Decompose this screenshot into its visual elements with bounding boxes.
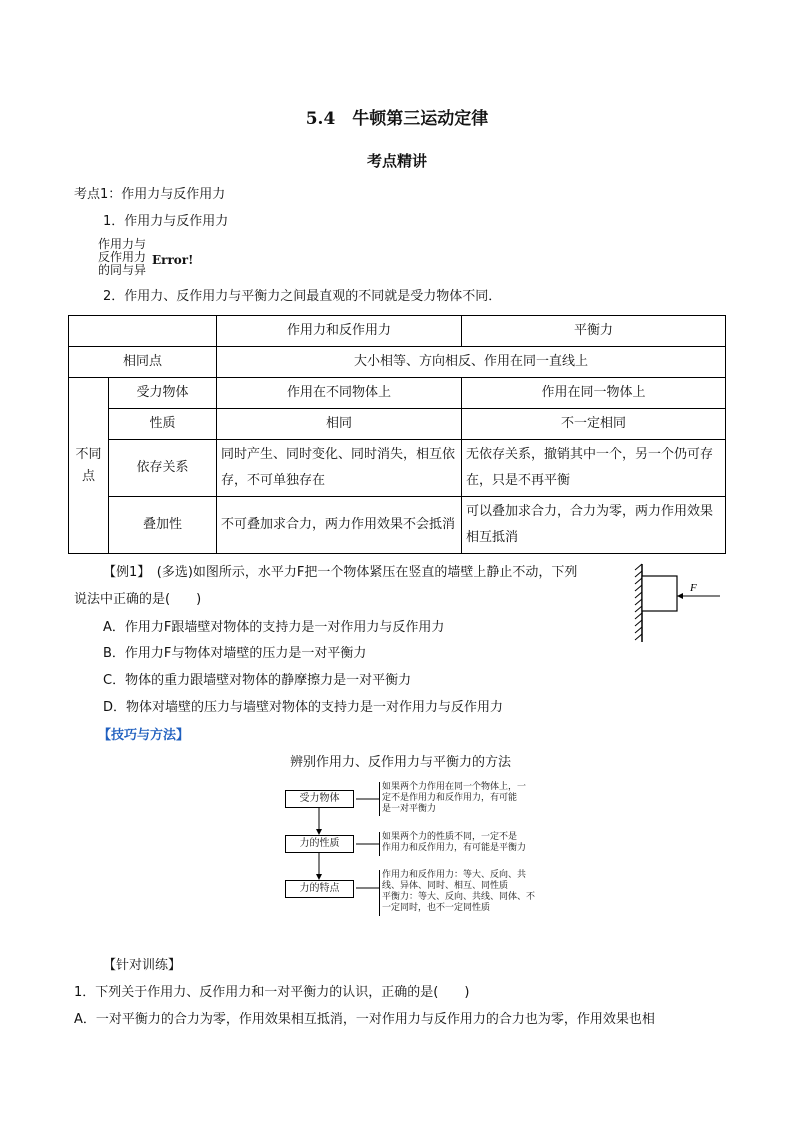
example-option-c: C．物体的重力跟墙壁对物体的静摩擦力是一对平衡力 xyxy=(103,673,412,688)
flow-bracket xyxy=(379,782,380,816)
point1-heading: 考点1：作用力与反作用力 xyxy=(74,187,226,202)
method-flow-diagram xyxy=(285,782,545,913)
example-line1: 【例1】 (多选)如图所示，水平力F把一个物体紧压在竖直的墙壁上静止不动，下列 xyxy=(103,565,578,580)
flow-note-2: 如果两个力的性质不同，一定不是 作用力和反作用力，有可能是平衡力 xyxy=(382,832,527,853)
diff-row-label: 性质 xyxy=(109,409,217,440)
label-line-2: 反作用力 xyxy=(98,250,147,264)
comparison-table xyxy=(68,315,726,554)
table-row xyxy=(69,497,726,554)
point1-item1: 1．作用力与反作用力 xyxy=(103,214,229,229)
training-q1-option-a: A．一对平衡力的合力为零，作用效果相互抵消，一对作用力与反作用力的合力也为零，作用效果也相 xyxy=(74,1012,655,1027)
diff-row-b: 可以叠加求合力，合力为零，两力作用效果相互抵消 xyxy=(462,497,726,554)
label-line-3: 的同与异 xyxy=(98,263,147,277)
diagram-title: 辨别作用力、反作用力与平衡力的方法 xyxy=(290,755,512,770)
diff-row-a: 相同 xyxy=(217,409,462,440)
table-row-same xyxy=(69,347,726,378)
table-header-row xyxy=(69,316,726,347)
example-option-a: A．作用力F跟墙壁对物体的支持力是一对作用力与反作用力 xyxy=(103,620,445,635)
flow-box-target-object: 受力物体 xyxy=(285,790,354,808)
example-option-d: D．物体对墙壁的压力与墙壁对物体的支持力是一对作用力与反作用力 xyxy=(103,700,504,715)
force-label: F xyxy=(690,582,697,594)
training-q1: 1．下列关于作用力、反作用力和一对平衡力的认识，正确的是( ) xyxy=(74,985,470,1000)
diff-row-a: 不可叠加求合力，两力作用效果不会抵消 xyxy=(217,497,462,554)
table-row xyxy=(69,378,726,409)
diff-row-a: 作用在不同物体上 xyxy=(217,378,462,409)
point1-item2: 2．作用力、反作用力与平衡力之间最直观的不同就是受力物体不同． xyxy=(103,289,502,304)
diff-row-label: 依存关系 xyxy=(109,440,217,497)
flow-box-force-nature: 力的性质 xyxy=(285,835,354,853)
table-header-cell xyxy=(69,316,217,347)
same-value: 大小相等、方向相反、作用在同一直线上 xyxy=(217,347,726,378)
flow-bracket xyxy=(379,870,380,916)
diff-label: 不同点 xyxy=(69,378,109,554)
training-heading: 【针对训练】 xyxy=(103,958,182,973)
same-label: 相同点 xyxy=(69,347,217,378)
table-row xyxy=(69,440,726,497)
label-line-1: 作用力与 xyxy=(98,237,147,251)
page-title: 5.4 牛顿第三运动定律 xyxy=(305,109,489,129)
diff-row-b: 不一定相同 xyxy=(462,409,726,440)
flow-box-force-features: 力的特点 xyxy=(285,880,354,898)
error-text: Error! xyxy=(152,253,194,267)
flow-note-1: 如果两个力作用在同一个物体上，一 定不是作用力和反作用力，有可能 是一对平衡力 xyxy=(382,782,527,814)
diff-row-b: 无依存关系，撤销其中一个，另一个仍可存在，只是不再平衡 xyxy=(462,440,726,497)
example-line2: 说法中正确的是( ) xyxy=(74,592,202,607)
table-header-cell: 平衡力 xyxy=(462,316,726,347)
table-header-cell: 作用力和反作用力 xyxy=(217,316,462,347)
flow-bracket xyxy=(379,832,380,856)
diff-row-label: 受力物体 xyxy=(109,378,217,409)
diff-row-b: 作用在同一物体上 xyxy=(462,378,726,409)
wall-block-figure xyxy=(628,560,728,646)
diff-row-a: 同时产生、同时变化、同时消失，相互依存，不可单独存在 xyxy=(217,440,462,497)
section-subtitle: 考点精讲 xyxy=(366,152,427,170)
example-option-b: B．作用力F与物体对墙壁的压力是一对平衡力 xyxy=(103,646,367,661)
flow-note-3: 作用力和反作用力：等大、反向、共 线、异体、同时、相互、同性质 平衡力：等大、反向、共线、同体、不 一定同时，也不一定同性质 xyxy=(382,870,536,913)
method-heading: 【技巧与方法】 xyxy=(98,728,190,743)
diff-row-label: 叠加性 xyxy=(109,497,217,554)
table-row xyxy=(69,409,726,440)
